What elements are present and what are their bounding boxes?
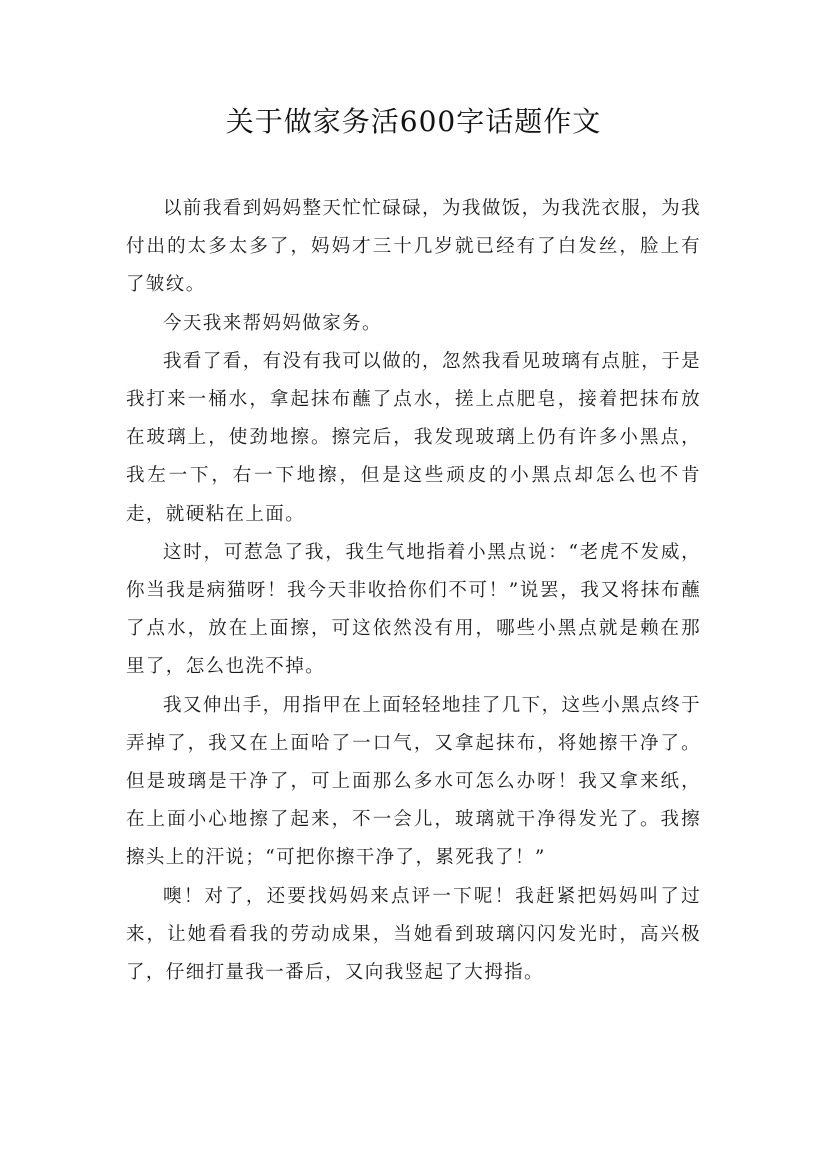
paragraph: 我又伸出手，用指甲在上面轻轻地挂了几下，这些小黑点终于弄掉了，我又在上面哈了一口气，又拿起抹布，将她擦干净了。但是玻璃是干净了，可上面那么多水可怎么办呀！我又拿来纸，在上面小心地擦了起来，不一会儿，玻璃就干净得发光了。我擦擦头上的汗说；“可把你擦干净了，累死我了！” [126,694,701,869]
paragraph: 我看了看，有没有我可以做的，忽然我看见玻璃有点脏，于是我打来一桶水，拿起抹布蘸了点水，搓上点肥皂，接着把抹布放在玻璃上，使劲地擦。擦完后，我发现玻璃上仍有许多小黑点，我左一下，右一下地擦，但是这些顽皮的小黑点却怎么也不肯走，就硬粘在上面。 [126,350,701,525]
paragraph: 噢！对了，还要找妈妈来点评一下呢！我赶紧把妈妈叫了过来，让她看看我的劳动成果，当她看到玻璃闪闪发光时，高兴极了，仔细打量我一番后，又向我竖起了大拇指。 [126,885,701,984]
paragraph: 以前我看到妈妈整天忙忙碌碌，为我做饭，为我洗衣服，为我付出的太多太多了，妈妈才三十几岁就已经有了白发丝，脸上有了皱纹。 [126,198,701,296]
paragraph: 今天我来帮妈妈做家务。 [163,312,382,334]
paragraph: 这时，可惹急了我，我生气地指着小黑点说：“老虎不发威，你当我是病猫呀！我今天非收拾你们不可！”说罢，我又将抹布蘸了点水，放在上面擦，可这依然没有用，哪些小黑点就是赖在那里了，怎么也洗不掉。 [126,541,701,678]
page-title: 关于做家务活600字话题作文 [225,105,602,138]
article-body [126,190,701,992]
